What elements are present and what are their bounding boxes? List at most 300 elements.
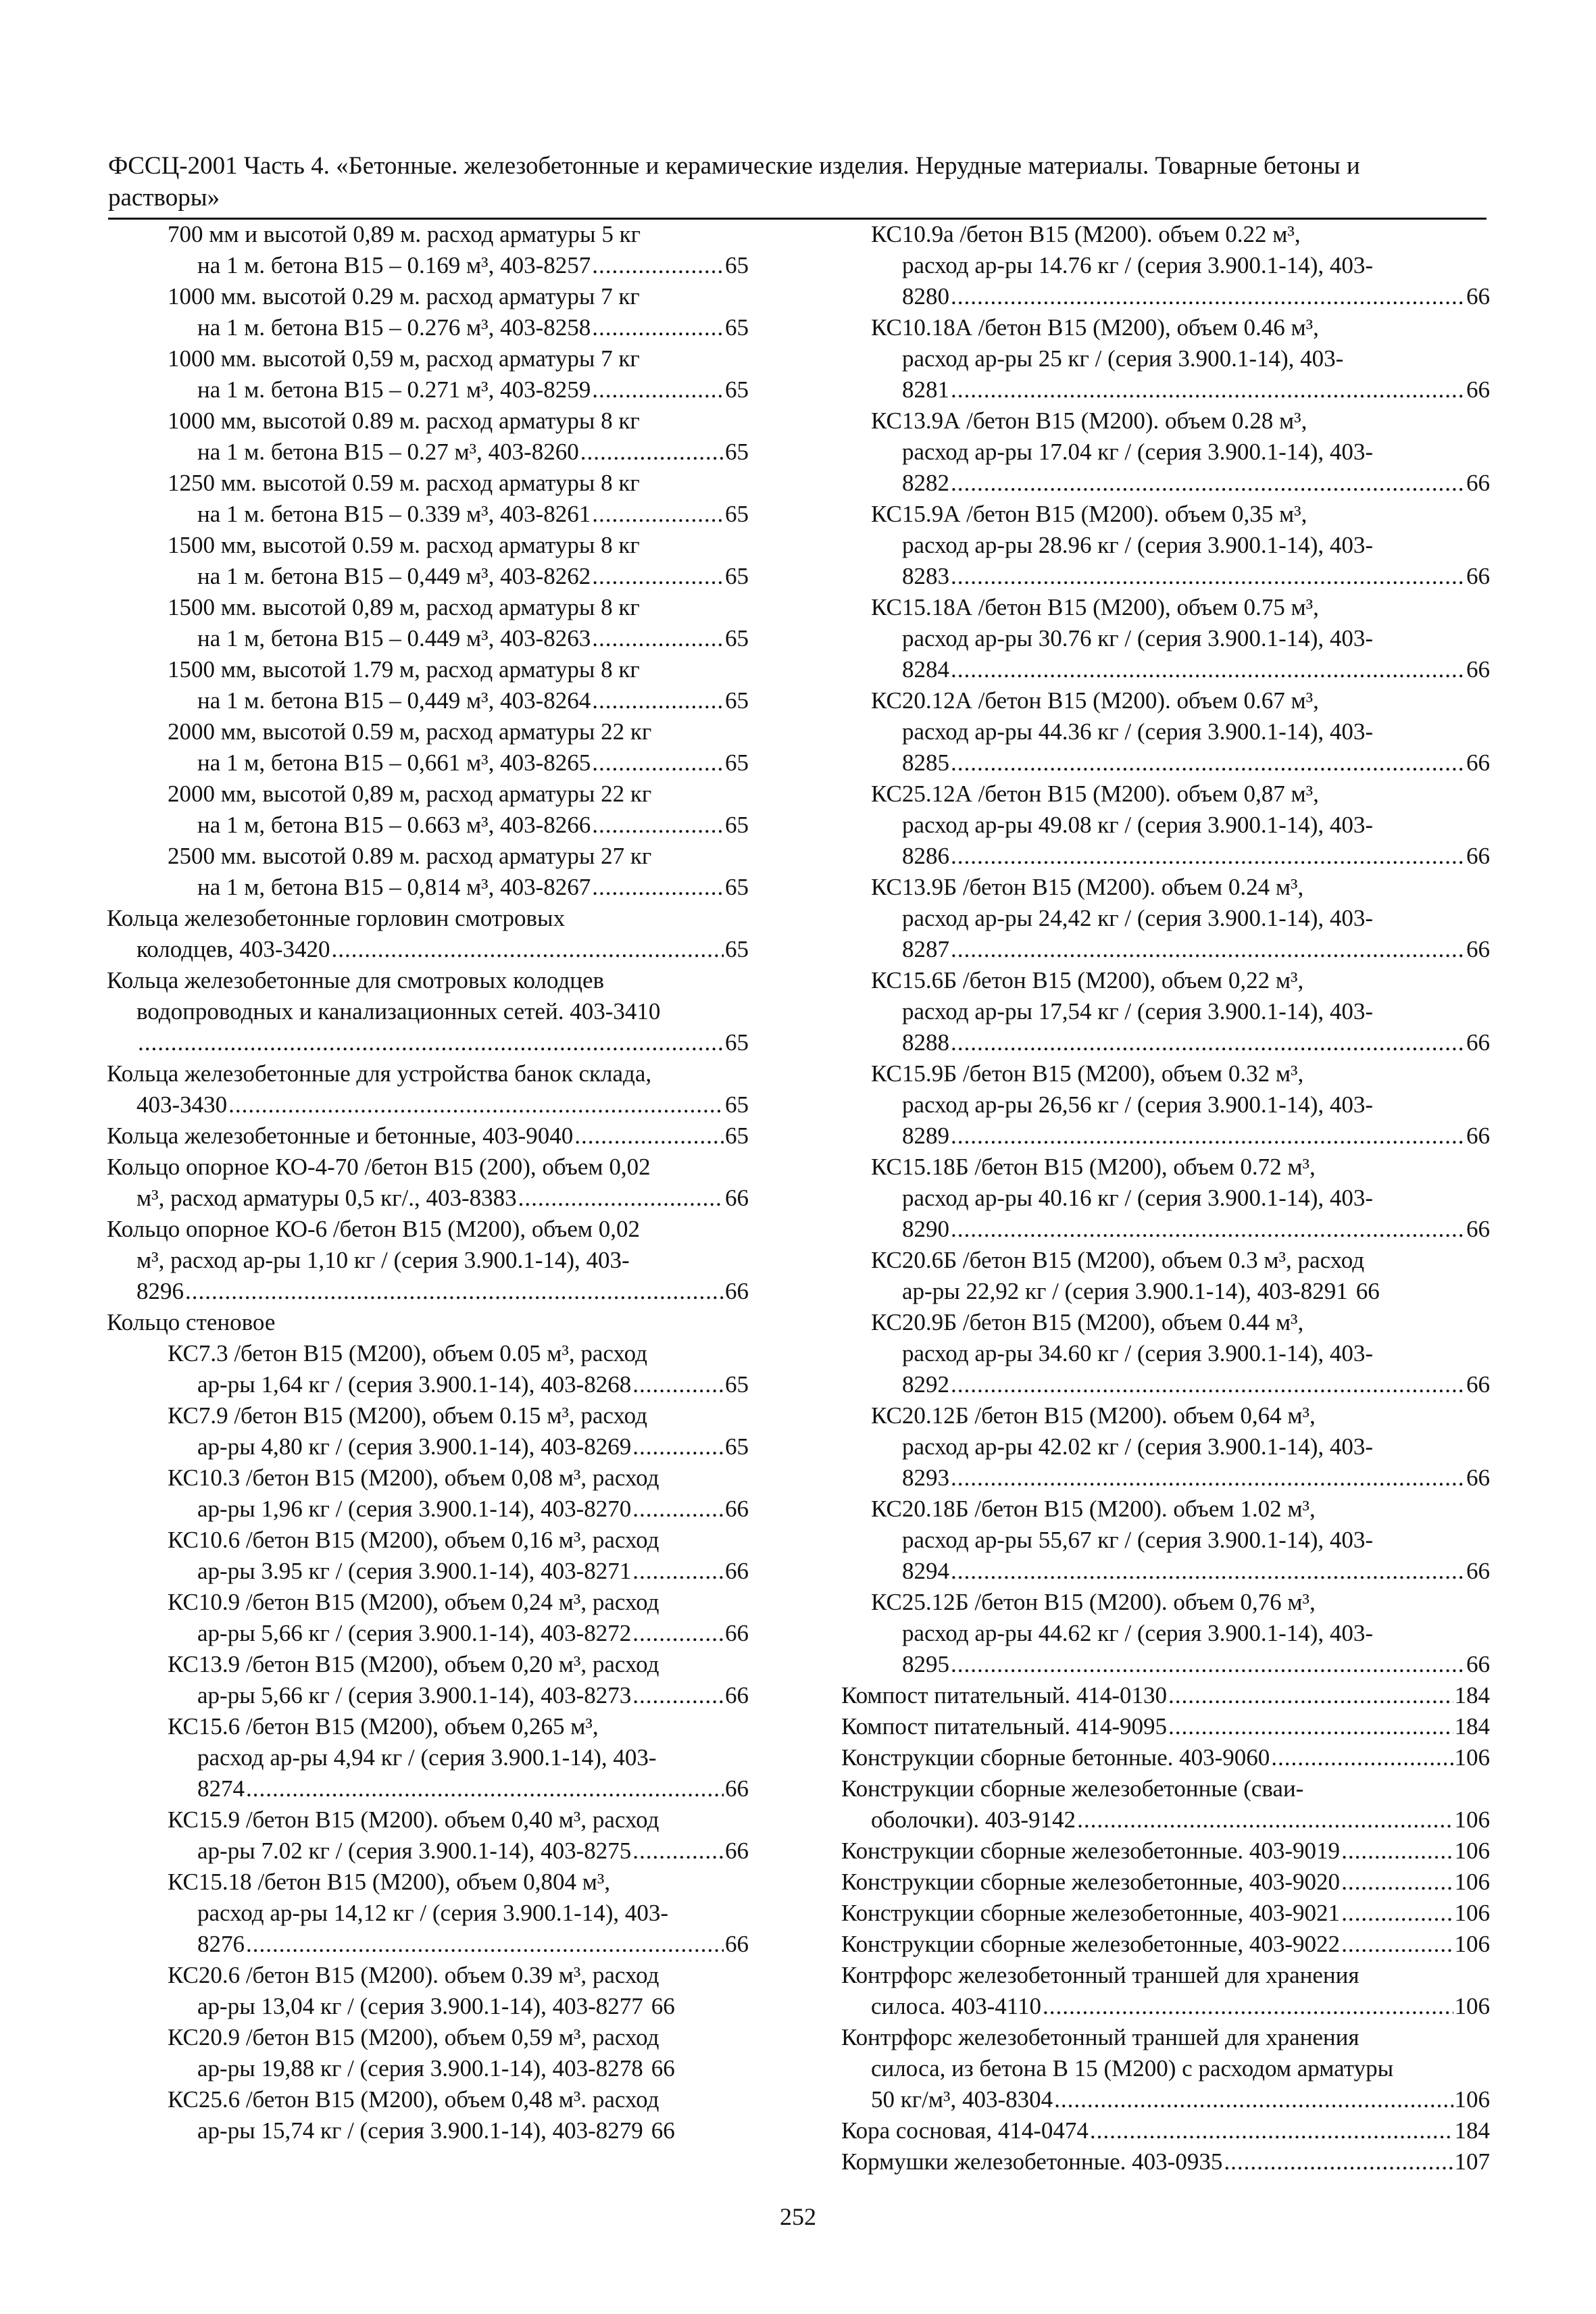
index-entry: [841, 2146, 1490, 2177]
entry-line: расход ар-ры 44.36 кг / (серия 3.900.1-14), 403-: [902, 718, 1374, 745]
index-entry: [107, 2084, 749, 2146]
entry-line: КС15.18А /бетон В15 (М200), объем 0.75 м³,: [871, 594, 1319, 620]
index-entry: [107, 779, 749, 841]
entry-line: КС20.9 /бетон В15 (М200), объем 0,59 м³, расход: [168, 2024, 659, 2050]
dot-leader: [632, 1431, 724, 1462]
entry-line: Кольца железобетонные горловин смотровых: [107, 905, 566, 931]
page-reference: 65: [725, 252, 749, 278]
entry-line: 1500 мм, высотой 0.59 м. расход арматуры 8 кг: [168, 532, 640, 558]
dot-leader: [592, 499, 724, 530]
page-reference: 106: [1454, 1900, 1490, 1926]
index-entry: [841, 1587, 1490, 1680]
dot-leader: [951, 561, 1465, 592]
entry-line: КС25.6 /бетон В15 (М200), объем 0,48 м³. расход: [168, 2086, 659, 2113]
dot-leader: [951, 1556, 1465, 1587]
page-number: 252: [780, 2203, 816, 2230]
entry-line: Кольцо опорное КО-4-70 /бетон В15 (200), объем 0,02: [107, 1154, 651, 1180]
entry-line: Кольцо опорное КО-6 /бетон В15 (М200), объем 0,02: [107, 1216, 641, 1242]
entry-last-line: [107, 437, 749, 468]
index-entry: [107, 219, 749, 281]
index-entry: [841, 405, 1490, 499]
page-reference: 107: [1454, 2148, 1490, 2175]
index-entry: [107, 405, 749, 468]
entry-text: ар-ры 19,88 кг / (серия 3.900.1-14), 403-8278: [197, 2055, 643, 2082]
entry-text: 8289: [902, 1123, 949, 1149]
dot-leader: [951, 281, 1465, 312]
entry-line: расход ар-ры 40.16 кг / (серия 3.900.1-14), 403-: [902, 1185, 1374, 1211]
entry-text: 8287: [902, 936, 949, 962]
index-entry: [841, 1307, 1490, 1400]
entry-text: 8295: [902, 1651, 949, 1677]
entry-last-line: [107, 1369, 749, 1400]
entry-line: КС25.12А /бетон В15 (М200). объем 0,87 м³,: [871, 781, 1319, 807]
entry-last-line: [841, 934, 1490, 965]
page-reference: 65: [725, 936, 749, 962]
entry-last-line: [841, 561, 1490, 592]
page-reference: 65: [725, 501, 749, 527]
entry-last-line: [841, 747, 1490, 779]
entry-last-line: [841, 1369, 1490, 1400]
page-reference: 66: [1466, 656, 1490, 683]
dot-leader: [951, 1462, 1465, 1494]
index-entry: [107, 468, 749, 530]
dot-leader: [592, 872, 724, 903]
entry-last-line: [107, 312, 749, 343]
entry-last-line: [107, 1431, 749, 1462]
dot-leader: [632, 1618, 724, 1649]
entry-line: расход ар-ры 14,12 кг / (серия 3.900.1-14), 403-: [197, 1900, 669, 1926]
dot-leader: [574, 1121, 724, 1152]
entry-last-line: [841, 1929, 1490, 1960]
entry-last-line: [841, 1649, 1490, 1680]
index-entry: [841, 1058, 1490, 1152]
page-reference: 66: [1466, 1651, 1490, 1677]
dot-leader: [1043, 1991, 1453, 2022]
index-entry: [107, 903, 749, 965]
entry-last-line: [841, 1991, 1490, 2022]
index-entry: [841, 1400, 1490, 1494]
entry-line: 2500 мм. высотой 0.89 м. расход арматуры 27 кг: [168, 843, 652, 869]
page-reference: 66: [1466, 470, 1490, 496]
entry-text: 8283: [902, 563, 949, 589]
entry-last-line: [107, 1556, 749, 1587]
page-reference: 66: [725, 1775, 749, 1802]
entry-text: на 1 м. бетона В15 – 0.271 м³, 403-8259: [197, 376, 591, 403]
entry-line: силоса, из бетона В 15 (М200) с расходом арматуры: [871, 2055, 1394, 2082]
page-reference: 106: [1454, 1744, 1490, 1771]
page-reference: 66: [725, 1620, 749, 1646]
dot-leader: [592, 685, 724, 716]
entry-line: КС7.3 /бетон В15 (М200), объем 0.05 м³, расход: [168, 1340, 647, 1367]
entry-line: расход ар-ры 34.60 кг / (серия 3.900.1-14), 403-: [902, 1340, 1374, 1367]
page-reference: 66: [1466, 1216, 1490, 1242]
entry-text: на 1 м, бетона В15 – 0.663 м³, 403-8266: [197, 812, 591, 838]
entry-text: на 1 м. бетона В15 – 0.169 м³, 403-8257: [197, 252, 591, 278]
page-reference: 66: [651, 2055, 675, 2082]
entry-line: расход ар-ры 17.04 кг / (серия 3.900.1-14), 403-: [902, 439, 1374, 465]
entry-last-line: [107, 685, 749, 716]
entry-line: расход ар-ры 24,42 кг / (серия 3.900.1-14), 403-: [902, 905, 1374, 931]
index-entry: [107, 1587, 749, 1649]
page-reference: 66: [1466, 1123, 1490, 1149]
page-reference: 66: [725, 1558, 749, 1584]
index-entry: [841, 1960, 1490, 2022]
dot-leader: [632, 1836, 724, 1867]
entry-line: расход ар-ры 14.76 кг / (серия 3.900.1-14), 403-: [902, 252, 1374, 278]
entry-last-line: [841, 1867, 1490, 1898]
page-reference: 106: [1454, 2086, 1490, 2113]
entry-text: на 1 м. бетона В15 – 0,449 м³, 403-8264: [197, 687, 591, 714]
entry-line: КС20.6Б /бетон В15 (М200), объем 0.3 м³, расход: [871, 1247, 1365, 1273]
dot-leader: [518, 1183, 724, 1214]
index-entry: [107, 1711, 749, 1804]
dot-leader: [632, 1556, 724, 1587]
entry-text: Конструкции сборные железобетонные. 403-9019: [841, 1838, 1341, 1864]
index-entry: [841, 1152, 1490, 1245]
entry-line: 700 мм и высотой 0,89 м. расход арматуры 5 кг: [168, 221, 641, 247]
page-reference: 66: [725, 1838, 749, 1864]
dot-leader: [1077, 1804, 1453, 1836]
entry-text: 8292: [902, 1371, 949, 1398]
dot-leader: [951, 654, 1465, 685]
entry-text: 8290: [902, 1216, 949, 1242]
page-reference: 65: [725, 687, 749, 714]
entry-text: Кормушки железобетонные. 403-0935: [841, 2148, 1223, 2175]
entry-line: КС10.3 /бетон В15 (М200), объем 0,08 м³, расход: [168, 1464, 659, 1491]
entry-last-line: [841, 2084, 1490, 2115]
dot-leader: [951, 934, 1465, 965]
entry-line: 1500 мм. высотой 0,89 м, расход арматуры 8 кг: [168, 594, 640, 620]
entry-line: КС20.12Б /бетон В15 (М200). объем 0,64 м³,: [871, 1402, 1316, 1429]
dot-leader: [1168, 1680, 1453, 1711]
entry-line: КС15.18 /бетон В15 (М200), объем 0,804 м³,: [168, 1869, 611, 1895]
dot-leader: [1168, 1711, 1453, 1742]
entry-text: на 1 м. бетона В15 – 0.27 м³, 403-8260: [197, 439, 579, 465]
entry-line: Кольца железобетонные для устройства банок склада,: [107, 1060, 652, 1087]
index-entry: [107, 592, 749, 654]
dot-leader: [1341, 1898, 1453, 1929]
entry-text: ар-ры 1,96 кг / (серия 3.900.1-14), 403-8270: [197, 1496, 632, 1522]
index-entry: [841, 2115, 1490, 2146]
running-header: [108, 150, 1500, 214]
dot-leader: [580, 437, 724, 468]
entry-last-line: [841, 1276, 1490, 1307]
entry-last-line: [107, 1773, 749, 1804]
entry-line: КС25.12Б /бетон В15 (М200). объем 0,76 м³,: [871, 1589, 1316, 1615]
entry-text: Конструкции сборные железобетонные, 403-9020: [841, 1869, 1341, 1895]
entry-line: расход ар-ры 42.02 кг / (серия 3.900.1-14), 403-: [902, 1433, 1374, 1460]
entry-last-line: [841, 2115, 1490, 2146]
index-entry: [841, 1245, 1490, 1307]
index-entry: [107, 1649, 749, 1711]
entry-last-line: [841, 468, 1490, 499]
entry-last-line: [841, 1121, 1490, 1152]
index-entry: [107, 1058, 749, 1121]
page-reference: 65: [725, 812, 749, 838]
index-entry: [841, 1680, 1490, 1711]
entry-last-line: [841, 1556, 1490, 1587]
dot-leader: [592, 623, 724, 654]
page-reference: 66: [1466, 376, 1490, 403]
index-entry: [841, 312, 1490, 405]
dot-leader: [632, 1494, 724, 1525]
entry-last-line: [107, 1183, 749, 1214]
entry-text: 50 кг/м³, 403-8304: [871, 2086, 1053, 2113]
index-entry: [841, 872, 1490, 965]
entry-last-line: [841, 1214, 1490, 1245]
entry-line: КС15.6Б /бетон В15 (М200), объем 0,22 м³,: [871, 967, 1304, 993]
index-entry: [841, 1867, 1490, 1898]
dot-leader: [185, 1276, 724, 1307]
entry-last-line: [107, 810, 749, 841]
entry-line: КС15.6 /бетон В15 (М200), объем 0,265 м³,: [168, 1713, 599, 1740]
entry-line: КС15.9 /бетон В15 (М200). объем 0,40 м³, расход: [168, 1806, 659, 1833]
entry-text: ар-ры 1,64 кг / (серия 3.900.1-14), 403-8268: [197, 1371, 632, 1398]
index-entry: [107, 1462, 749, 1525]
index-entry: [841, 779, 1490, 872]
dot-leader: [1090, 2115, 1453, 2146]
entry-last-line: [841, 841, 1490, 872]
entry-line: расход ар-ры 30.76 кг / (серия 3.900.1-14), 403-: [902, 625, 1374, 651]
dot-leader: [1341, 1867, 1453, 1898]
entry-last-line: [107, 2053, 749, 2084]
dot-leader: [951, 1121, 1465, 1152]
entry-last-line: [107, 623, 749, 654]
page-reference: 106: [1454, 1869, 1490, 1895]
index-entry: [107, 1152, 749, 1214]
page-reference: 65: [725, 563, 749, 589]
entry-text: ар-ры 22,92 кг / (серия 3.900.1-14), 403-8291: [902, 1278, 1348, 1304]
index-entry: [841, 1836, 1490, 1867]
page-reference: 65: [725, 625, 749, 651]
entry-last-line: [841, 2146, 1490, 2177]
index-entry: [841, 1494, 1490, 1587]
page-reference: 65: [725, 439, 749, 465]
dot-leader: [1271, 1742, 1453, 1773]
dot-leader: [592, 810, 724, 841]
entry-last-line: [841, 1836, 1490, 1867]
entry-last-line: [107, 1494, 749, 1525]
dot-leader: [1054, 2084, 1453, 2115]
entry-text: на 1 м, бетона В15 – 0,814 м³, 403-8267: [197, 874, 591, 900]
page-reference: 184: [1454, 1713, 1490, 1740]
page-reference: 65: [725, 1091, 749, 1118]
entry-text: Конструкции сборные бетонные. 403-9060: [841, 1744, 1270, 1771]
dot-leader: [592, 312, 724, 343]
dot-leader: [951, 1027, 1465, 1058]
dot-leader: [951, 468, 1465, 499]
entry-line: 1000 мм. высотой 0,59 м, расход арматуры 7 кг: [168, 345, 640, 372]
page-reference: 66: [1466, 1029, 1490, 1056]
entry-line: Контрфорс железобетонный траншей для хранения: [841, 2024, 1360, 2050]
entry-text: 8282: [902, 470, 949, 496]
entry-line: расход ар-ры 44.62 кг / (серия 3.900.1-14), 403-: [902, 1620, 1374, 1646]
page-reference: 66: [1466, 936, 1490, 962]
entry-text: ар-ры 3.95 кг / (серия 3.900.1-14), 403-8271: [197, 1558, 632, 1584]
dot-leader: [951, 1649, 1465, 1680]
page-reference: 66: [1466, 1464, 1490, 1491]
page-reference: 66: [1466, 843, 1490, 869]
entry-text: оболочки). 403-9142: [871, 1806, 1076, 1833]
entry-line: Конструкции сборные железобетонные (сваи-: [841, 1775, 1304, 1802]
entry-last-line: [841, 1898, 1490, 1929]
entry-last-line: [107, 934, 749, 965]
entry-last-line: [841, 1804, 1490, 1836]
index-entry: [841, 592, 1490, 685]
entry-last-line: [107, 872, 749, 903]
index-column-right: [841, 219, 1490, 2177]
entry-text: ар-ры 15,74 кг / (серия 3.900.1-14), 403-8279: [197, 2117, 643, 2144]
dot-leader: [592, 747, 724, 779]
entry-text: 8280: [902, 283, 949, 310]
entry-text: ар-ры 7.02 кг / (серия 3.900.1-14), 403-8275: [197, 1838, 632, 1864]
entry-line: 1250 мм. высотой 0.59 м. расход арматуры 8 кг: [168, 470, 640, 496]
entry-text: 8296: [136, 1278, 184, 1304]
entry-text: на 1 м. бетона В15 – 0.339 м³, 403-8261: [197, 501, 591, 527]
entry-text: 8274: [197, 1775, 245, 1802]
entry-text: на 1 м, бетона В15 – 0.449 м³, 403-8263: [197, 625, 591, 651]
page-reference: 66: [651, 1993, 675, 2019]
entry-line: водопроводных и канализационных сетей. 403-3410: [136, 998, 661, 1025]
page-reference: 184: [1454, 1682, 1490, 1708]
entry-line: КС10.18А /бетон В15 (М200), объем 0.46 м³,: [871, 314, 1319, 341]
entry-text: Кора сосновая, 414-0474: [841, 2117, 1089, 2144]
page-reference: 66: [1466, 563, 1490, 589]
entry-text: Кольца железобетонные и бетонные, 403-9040: [107, 1123, 574, 1149]
entry-line: Контрфорс железобетонный траншей для хранения: [841, 1962, 1360, 1988]
entry-last-line: [107, 747, 749, 779]
entry-line: расход ар-ры 55,67 кг / (серия 3.900.1-14), 403-: [902, 1527, 1374, 1553]
index-entry: [107, 281, 749, 343]
entry-last-line: [841, 1742, 1490, 1773]
entry-line: расход ар-ры 4,94 кг / (серия 3.900.1-14), 403-: [197, 1744, 657, 1771]
entry-last-line: [107, 1027, 749, 1058]
entry-line: КС13.9 /бетон В15 (М200), объем 0,20 м³, расход: [168, 1651, 659, 1677]
page-reference: 66: [651, 2117, 675, 2144]
dot-leader: [1224, 2146, 1453, 2177]
entry-line: расход ар-ры 26,56 кг / (серия 3.900.1-14), 403-: [902, 1091, 1374, 1118]
index-entry: [107, 1525, 749, 1587]
dot-leader: [592, 561, 724, 592]
entry-line: КС7.9 /бетон В15 (М200), объем 0.15 м³, расход: [168, 1402, 647, 1429]
index-entry: [841, 1742, 1490, 1773]
entry-text: 403-3430: [136, 1091, 228, 1118]
entry-line: КС15.9Б /бетон В15 (М200), объем 0.32 м³,: [871, 1060, 1304, 1087]
entry-line: 1000 мм. высотой 0.29 м. расход арматуры 7 кг: [168, 283, 640, 310]
page-reference: 65: [725, 1029, 749, 1056]
index-entry: [841, 1711, 1490, 1742]
entry-text: 8286: [902, 843, 949, 869]
index-entry: [107, 2022, 749, 2084]
page-reference: 66: [1355, 1278, 1380, 1304]
entry-line: расход ар-ры 28.96 кг / (серия 3.900.1-14), 403-: [902, 532, 1374, 558]
entry-text: 8294: [902, 1558, 949, 1584]
entry-last-line: [107, 1618, 749, 1649]
entry-text: м³, расход арматуры 0,5 кг/., 403-8383: [136, 1185, 517, 1211]
entry-last-line: [107, 1089, 749, 1121]
index-entry: [841, 499, 1490, 592]
page-reference: 65: [725, 1433, 749, 1460]
index-entry: [107, 530, 749, 592]
page-reference: 65: [725, 376, 749, 403]
entry-text: Компост питательный. 414-0130: [841, 1682, 1167, 1708]
entry-last-line: [107, 1276, 749, 1307]
page-reference: 106: [1454, 1931, 1490, 1957]
entry-text: колодцев, 403-3420: [136, 936, 330, 962]
entry-line: КС20.9Б /бетон В15 (М200), объем 0.44 м³,: [871, 1309, 1304, 1335]
entry-last-line: [107, 1991, 749, 2022]
index-entry: [107, 1867, 749, 1960]
header-line-1: ФССЦ-2001 Часть 4. «Бетонные. железобетонные и керамические изделия. Нерудные материалы. Товарные бетоны и: [108, 152, 1360, 180]
dot-leader: [228, 1089, 724, 1121]
page-reference: 66: [725, 1931, 749, 1957]
page-reference: 106: [1454, 1806, 1490, 1833]
entry-last-line: [841, 1711, 1490, 1742]
entry-text: 8284: [902, 656, 949, 683]
entry-line: Кольца железобетонные для смотровых колодцев: [107, 967, 605, 993]
dot-leader: [632, 1680, 724, 1711]
entry-line: м³, расход ар-ры 1,10 кг / (серия 3.900.1-14), 403-: [136, 1247, 630, 1273]
index-entry: [107, 1121, 749, 1152]
dot-leader: [951, 841, 1465, 872]
entry-line: КС10.9а /бетон В15 (М200). объем 0.22 м³,: [871, 221, 1301, 247]
entry-text: 8276: [197, 1931, 245, 1957]
page-reference: 106: [1454, 1993, 1490, 2019]
entry-line: расход ар-ры 17,54 кг / (серия 3.900.1-14), 403-: [902, 998, 1374, 1025]
entry-line: расход ар-ры 25 кг / (серия 3.900.1-14), 403-: [902, 345, 1344, 372]
index-column-left: [107, 219, 749, 2146]
entry-last-line: [107, 1929, 749, 1960]
dot-leader: [951, 374, 1465, 405]
dot-leader: [246, 1929, 724, 1960]
index-entry: [107, 1214, 749, 1307]
entry-line: КС10.6 /бетон В15 (М200), объем 0,16 м³, расход: [168, 1527, 659, 1553]
page-reference: 66: [1466, 1558, 1490, 1584]
entry-line: 2000 мм, высотой 0,89 м, расход арматуры 22 кг: [168, 781, 652, 807]
page-reference: 65: [725, 1123, 749, 1149]
entry-text: Конструкции сборные железобетонные, 403-9021: [841, 1900, 1341, 1926]
dot-leader: [331, 934, 724, 965]
entry-last-line: [107, 374, 749, 405]
page-reference: 66: [725, 1185, 749, 1211]
page-reference: 66: [1466, 283, 1490, 310]
entry-text: ар-ры 4,80 кг / (серия 3.900.1-14), 403-8269: [197, 1433, 632, 1460]
entry-last-line: [841, 1027, 1490, 1058]
entry-last-line: [107, 1121, 749, 1152]
index-entry: [841, 1898, 1490, 1929]
index-entry: [107, 716, 749, 779]
entry-text: на 1 м. бетона В15 – 0,449 м³, 403-8262: [197, 563, 591, 589]
dot-leader: [592, 374, 724, 405]
index-entry: [841, 1929, 1490, 1960]
entry-line: КС20.12А /бетон В15 (М200). объем 0.67 м³,: [871, 687, 1319, 714]
page-reference: 65: [725, 749, 749, 776]
entry-last-line: [841, 1680, 1490, 1711]
page-reference: 65: [725, 314, 749, 341]
entry-text: Конструкции сборные железобетонные, 403-9022: [841, 1931, 1341, 1957]
index-entry: [107, 1960, 749, 2022]
entry-text: 8285: [902, 749, 949, 776]
entry-line: КС13.9Б /бетон В15 (М200). объем 0.24 м³,: [871, 874, 1304, 900]
page-reference: 66: [725, 1682, 749, 1708]
entry-line: КС15.9А /бетон В15 (М200). объем 0,35 м³,: [871, 501, 1307, 527]
dot-leader: [951, 747, 1465, 779]
dot-leader: [951, 1369, 1465, 1400]
index-entry: [841, 2022, 1490, 2115]
entry-text: 8288: [902, 1029, 949, 1056]
entry-text: 8293: [902, 1464, 949, 1491]
entry-line: КС10.9 /бетон В15 (М200), объем 0,24 м³, расход: [168, 1589, 659, 1615]
